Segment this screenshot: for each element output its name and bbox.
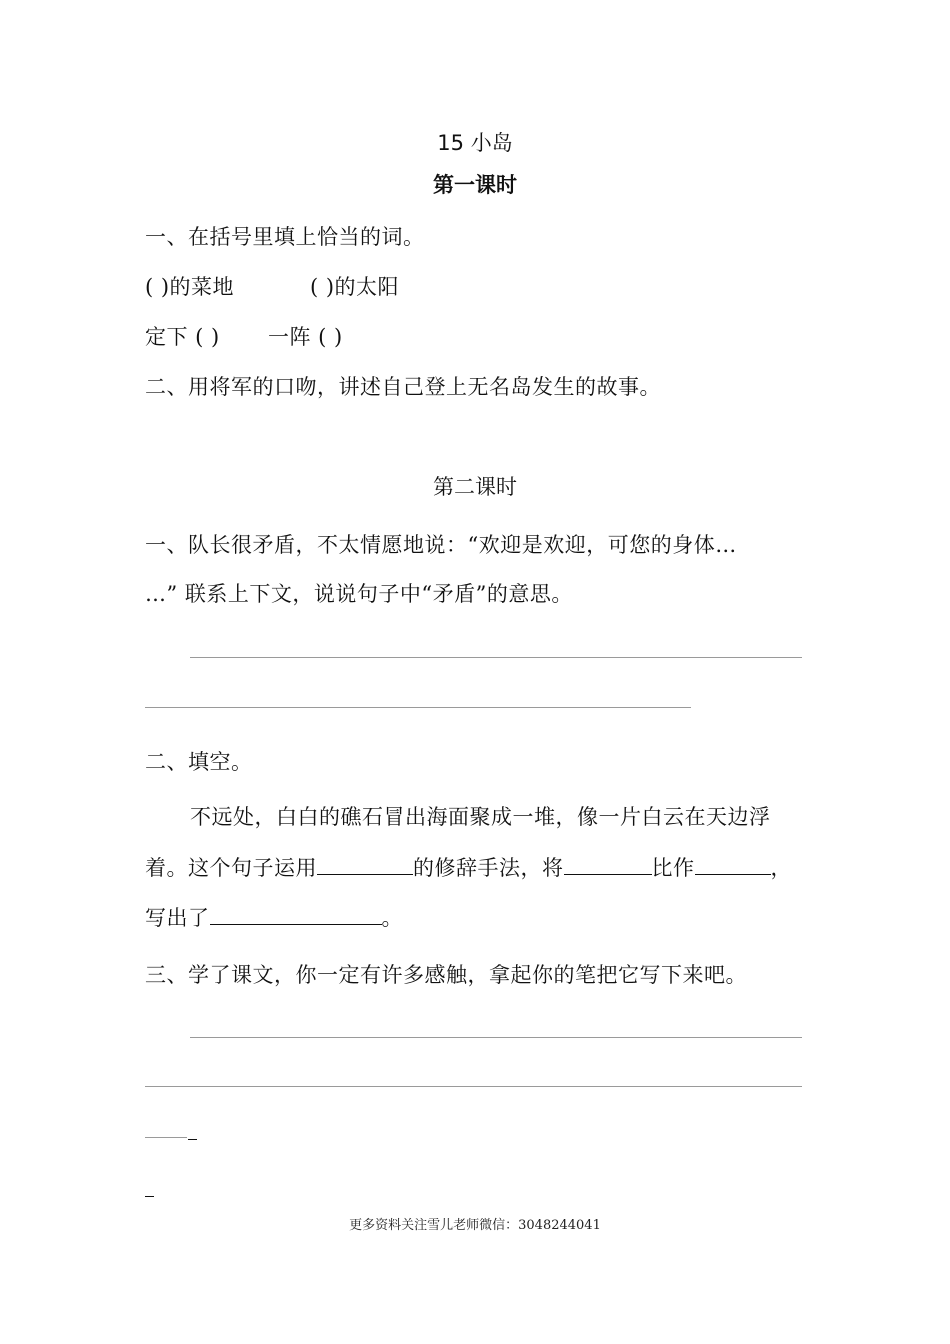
- lesson1-fill-item-1: ( )的菜地: [145, 275, 235, 299]
- lesson2-question2-fill-line: [145, 852, 792, 882]
- lesson-one-heading: 第一课时: [433, 173, 517, 197]
- stray-mark: [188, 1139, 197, 1140]
- stray-mark: [145, 1196, 154, 1197]
- lesson1-fill-item-4: 一阵 ( ): [268, 325, 343, 349]
- lesson2-question2: 二、填空。: [145, 750, 253, 774]
- fill-text-b: 的修辞手法，将: [413, 856, 564, 880]
- fill-text-e: 写出了: [145, 906, 210, 930]
- fill-text-f: 。: [381, 906, 403, 930]
- lesson2-question1-line2: …” 联系上下文，说说句子中“矛盾”的意思。: [145, 582, 573, 606]
- lesson2-question2-fill-line-2: [145, 902, 403, 932]
- fill-text-c: 比作: [651, 856, 695, 880]
- answer-line[interactable]: [145, 1086, 802, 1087]
- answer-line[interactable]: [145, 1137, 187, 1138]
- blank-rhetoric[interactable]: [317, 854, 413, 875]
- fill-text-a: 着。这个句子运用: [145, 856, 317, 880]
- fill-text-d: ，: [770, 856, 792, 880]
- lesson1-fill-item-2: ( )的太阳: [310, 275, 400, 299]
- answer-line[interactable]: [145, 707, 691, 708]
- blank-comparison[interactable]: [695, 854, 771, 875]
- lesson1-question1: 一、在括号里填上恰当的词。: [145, 225, 425, 249]
- lesson2-question1-line1: 一、队长很矛盾，不太情愿地说：“欢迎是欢迎，可您的身体…: [145, 533, 737, 557]
- lesson1-fill-item-3: 定下 ( ): [145, 325, 220, 349]
- blank-object[interactable]: [564, 854, 652, 875]
- lesson2-question2-sentence: 不远处，白白的礁石冒出海面聚成一堆，像一片白云在天边浮: [190, 805, 771, 829]
- lesson1-question2: 二、用将军的口吻，讲述自己登上无名岛发生的故事。: [145, 375, 661, 399]
- footer-note: 更多资料关注雪儿老师微信：3048244041: [349, 1218, 601, 1233]
- answer-line[interactable]: [190, 657, 802, 658]
- lesson2-question3: 三、学了课文，你一定有许多感触，拿起你的笔把它写下来吧。: [145, 963, 747, 987]
- blank-effect[interactable]: [210, 904, 382, 925]
- lesson-two-heading: 第二课时: [433, 475, 517, 499]
- answer-line[interactable]: [190, 1037, 802, 1038]
- worksheet-title: 15 小岛: [437, 131, 513, 155]
